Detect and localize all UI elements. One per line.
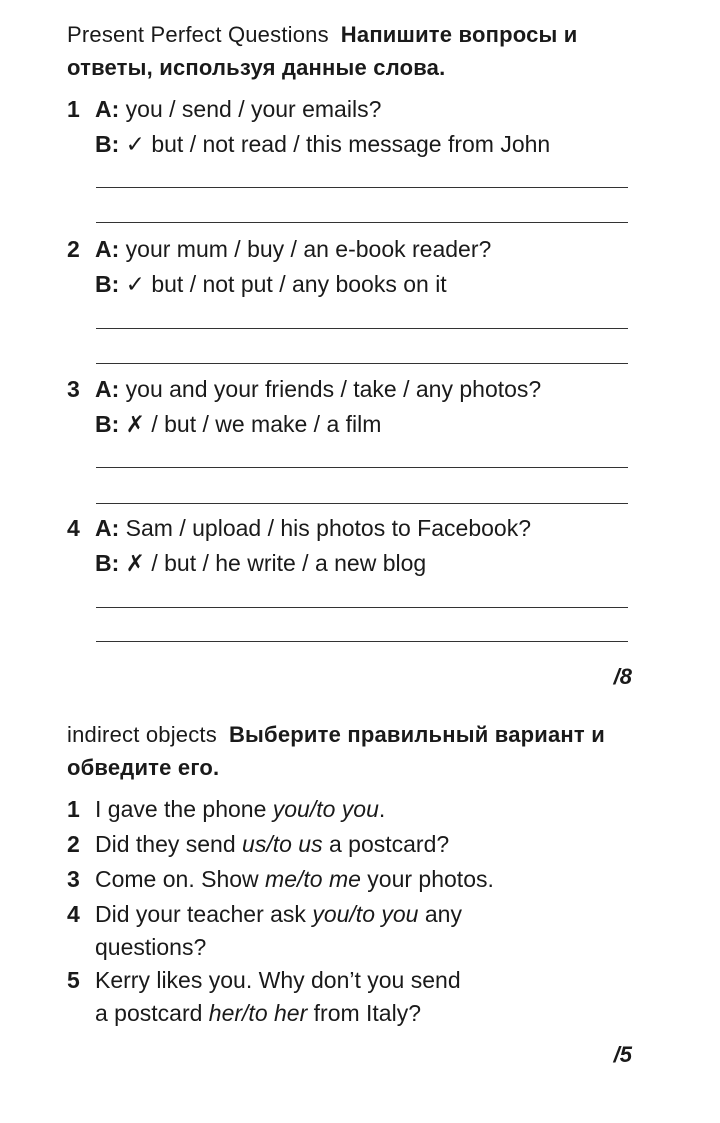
question-b-text: ✓ but / not read / this message from John <box>125 131 551 157</box>
item-text: I gave the phone <box>95 796 273 822</box>
item-text: Did they send <box>95 831 243 857</box>
list-item <box>67 964 667 1030</box>
choice-option[interactable]: her/to her <box>208 1000 308 1026</box>
question-4 <box>67 511 667 581</box>
answer-line[interactable] <box>96 222 628 223</box>
choice-option[interactable]: you/to you <box>272 796 379 822</box>
question-b-text: ✗ / but / we make / a film <box>125 411 382 437</box>
question-b-text: ✗ / but / he write / a new blog <box>125 550 427 576</box>
answer-line[interactable] <box>96 187 628 188</box>
question-a-text: Sam / upload / his photos to Facebook? <box>125 515 531 541</box>
item-text: a postcard <box>95 1000 209 1026</box>
list-item <box>67 828 667 861</box>
exercise-1-heading <box>67 18 637 84</box>
question-1 <box>67 92 667 162</box>
speaker-b-label: B: <box>95 131 120 157</box>
speaker-a-label: A: <box>95 515 120 541</box>
speaker-b-label: B: <box>95 411 120 437</box>
list-item <box>67 793 667 826</box>
item-number: 2 <box>67 831 80 857</box>
item-number: 5 <box>67 967 80 993</box>
answer-line[interactable] <box>96 641 628 642</box>
item-text: Kerry likes you. Why don’t you send <box>95 967 461 993</box>
speaker-b-label: B: <box>95 550 120 576</box>
question-number: 1 <box>67 96 80 122</box>
exercise-2-instruction: Выберите правильный вариант и обведите его. <box>67 722 605 780</box>
item-number: 3 <box>67 866 80 892</box>
question-3 <box>67 372 667 442</box>
choice-option[interactable]: you/to you <box>312 901 419 927</box>
item-text: a postcard? <box>322 831 450 857</box>
speaker-a-label: A: <box>95 236 120 262</box>
exercise-2-score: /5 <box>613 1042 632 1067</box>
item-text: your photos. <box>360 866 494 892</box>
answer-line[interactable] <box>96 328 628 329</box>
question-number: 4 <box>67 515 80 541</box>
speaker-b-label: B: <box>95 271 120 297</box>
exercise-2-topic: indirect objects <box>67 722 217 747</box>
question-number: 3 <box>67 376 80 402</box>
answer-line[interactable] <box>96 503 628 504</box>
answer-line[interactable] <box>96 467 628 468</box>
exercise-1-score: /8 <box>613 664 632 689</box>
item-number: 1 <box>67 796 80 822</box>
item-text: Come on. Show <box>95 866 266 892</box>
speaker-a-label: A: <box>95 96 120 122</box>
list-item <box>67 863 667 896</box>
choice-option[interactable]: us/to us <box>242 831 323 857</box>
question-2 <box>67 232 667 302</box>
item-text: from Italy? <box>307 1000 422 1026</box>
question-a-text: you and your friends / take / any photos? <box>125 376 542 402</box>
speaker-a-label: A: <box>95 376 120 402</box>
question-b-text: ✓ but / not put / any books on it <box>125 271 447 297</box>
exercise-2-heading <box>67 718 637 784</box>
answer-line[interactable] <box>96 363 628 364</box>
item-text: . <box>378 796 386 822</box>
item-text: questions? <box>95 934 207 960</box>
item-text: any <box>418 901 462 927</box>
answer-line[interactable] <box>96 607 628 608</box>
question-a-text: your mum / buy / an e-book reader? <box>125 236 492 262</box>
item-text: Did your teacher ask <box>95 901 313 927</box>
choice-option[interactable]: me/to me <box>265 866 361 892</box>
question-a-text: you / send / your emails? <box>125 96 382 122</box>
question-number: 2 <box>67 236 80 262</box>
exercise-1-instruction: Напишите вопросы и ответы, используя данные слова. <box>67 22 578 80</box>
exercise-1-topic: Present Perfect Questions <box>67 22 329 47</box>
list-item <box>67 898 667 964</box>
item-number: 4 <box>67 901 80 927</box>
